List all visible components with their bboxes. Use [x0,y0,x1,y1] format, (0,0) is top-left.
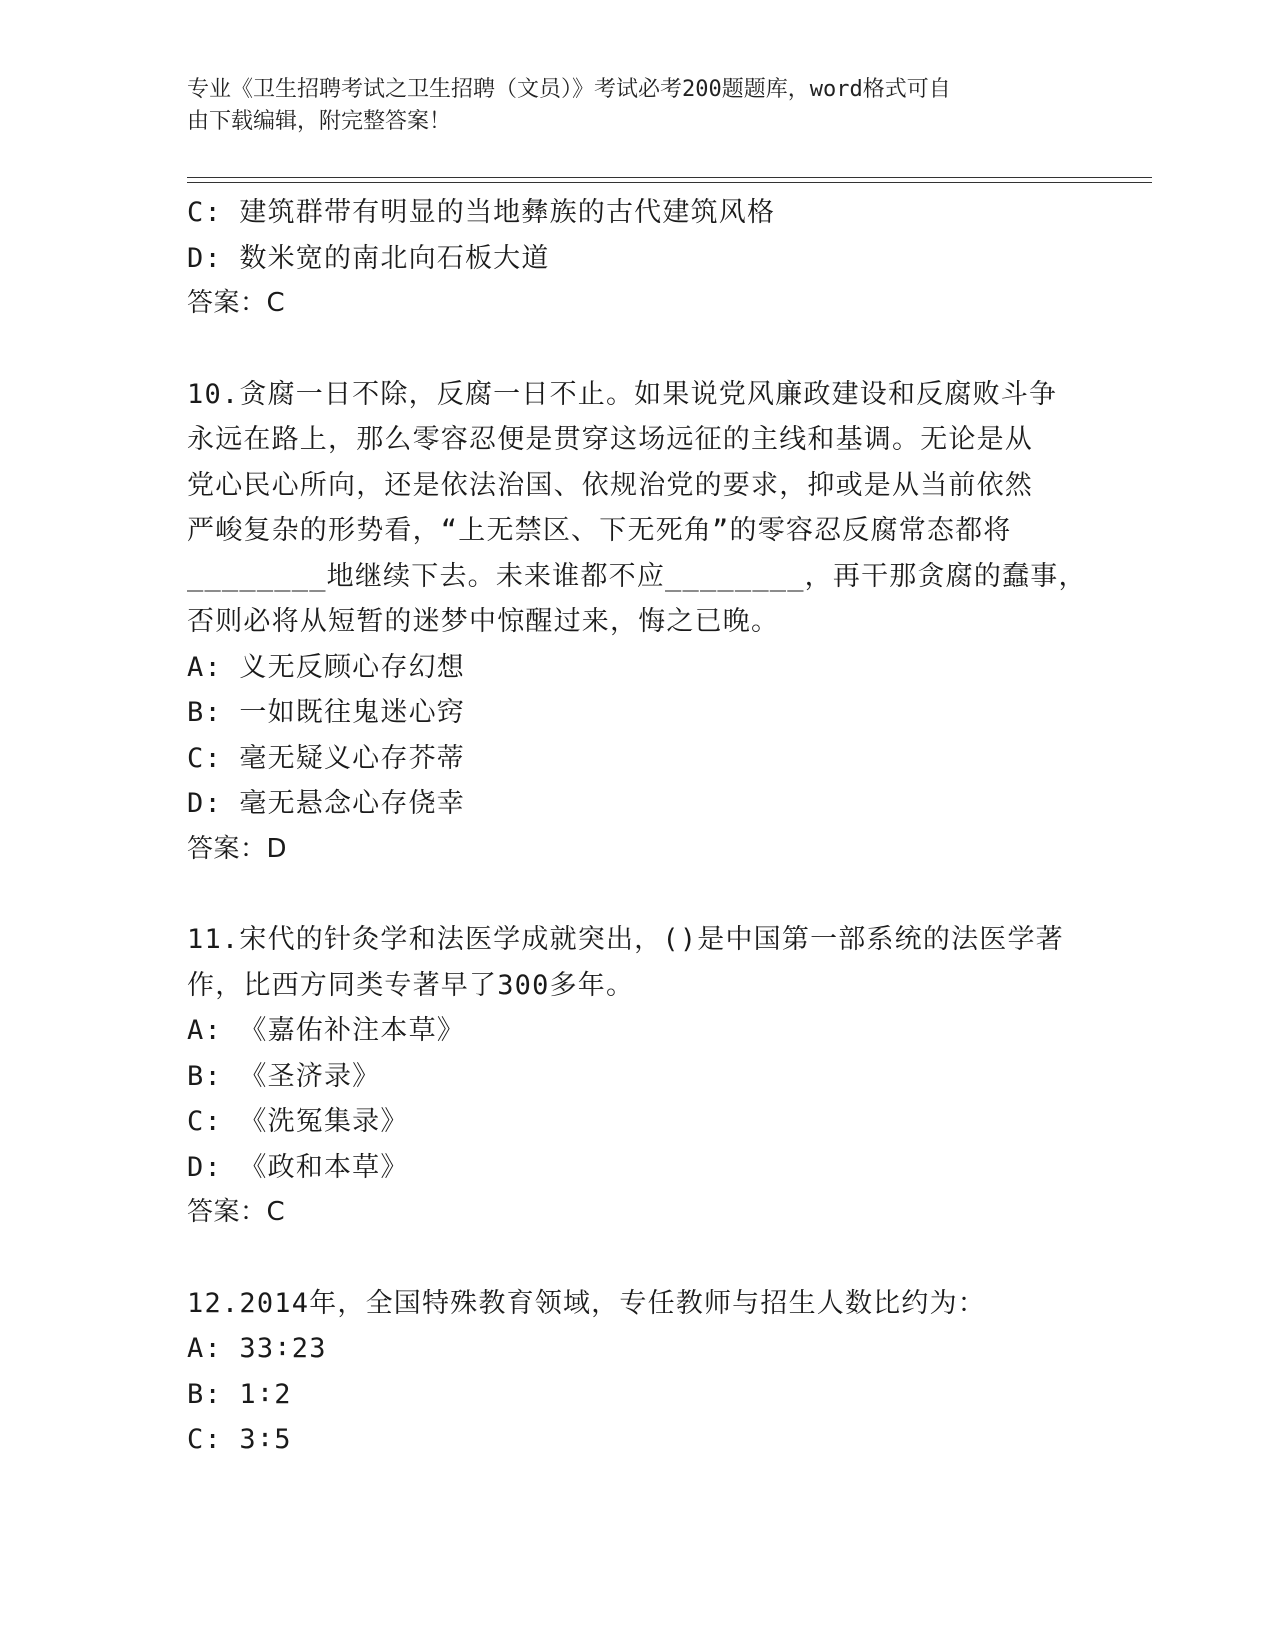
question-stem-line: 10.贪腐一日不除，反腐一日不止。如果说党风廉政建设和反腐败斗争 [187,378,1058,410]
question-stem-line: 12.2014年，全国特殊教育领域，专任教师与招生人数比约为： [187,1287,986,1319]
header-line-1: 专业《卫生招聘考试之卫生招聘（文员）》考试必考200题题库，word格式可自 [187,77,951,102]
answer-text: 答案：D [187,833,288,864]
question-stem-line: 永远在路上，那么零容忍便是贯穿这场远征的主线和基调。无论是从 [187,424,1033,455]
spacer [187,1236,1087,1281]
question-list [187,190,1087,1463]
spacer [187,872,1087,917]
question-stem-line: 作，比西方同类专著早了300多年。 [187,969,635,1001]
option-c: C: 《洗冤集录》 [187,1106,409,1137]
answer-text: 答案：C [187,1197,286,1227]
header-divider-top [187,177,1152,178]
option-a: A: 《嘉佑补注本草》 [187,1015,465,1046]
option-c: C: 毫无疑义心存芥蒂 [187,742,465,774]
option-c: C: 建筑群带有明显的当地彝族的古代建筑风格 [187,197,776,228]
answer-text: 答案：C [187,288,286,318]
question-stem-line: 否则必将从短暂的迷梦中惊醒过来，悔之已晚。 [187,606,780,637]
option-b: B: 一如既往鬼迷心窍 [187,697,465,728]
question-stem-line: 严峻复杂的形势看，“上无禁区、下无死角”的零容忍反腐常态都将 [187,515,1012,546]
header-divider-bottom [187,182,1152,183]
question-stem-line: 党心民心所向，还是依法治国、依规治党的要求，抑或是从当前依然 [187,469,1033,501]
question-stem-line: ________地继续下去。未来谁都不应________，再干那贪腐的蠢事， [187,560,1087,592]
question-10 [187,372,1087,873]
spacer [187,327,1087,372]
option-d: D: 数米宽的南北向石板大道 [187,242,550,274]
option-c: C: 3∶5 [187,1424,292,1455]
option-b: B: 1∶2 [187,1378,292,1410]
question-12 [187,1281,1087,1463]
option-d: D: 《政和本草》 [187,1151,409,1183]
header-line-2: 由下载编辑，附完整答案！ [187,109,452,134]
question-stem-line: 11.宋代的针灸学和法医学成就突出，()是中国第一部系统的法医学著 [187,924,1064,955]
option-b: B: 《圣济录》 [187,1060,381,1092]
option-a: A: 义无反顾心存幻想 [187,651,465,683]
option-d: D: 毫无悬念心存侥幸 [187,788,465,819]
question-11 [187,917,1087,1236]
option-a: A: 33∶23 [187,1333,327,1364]
question-9-tail [187,190,1087,327]
document-header [187,74,1067,138]
